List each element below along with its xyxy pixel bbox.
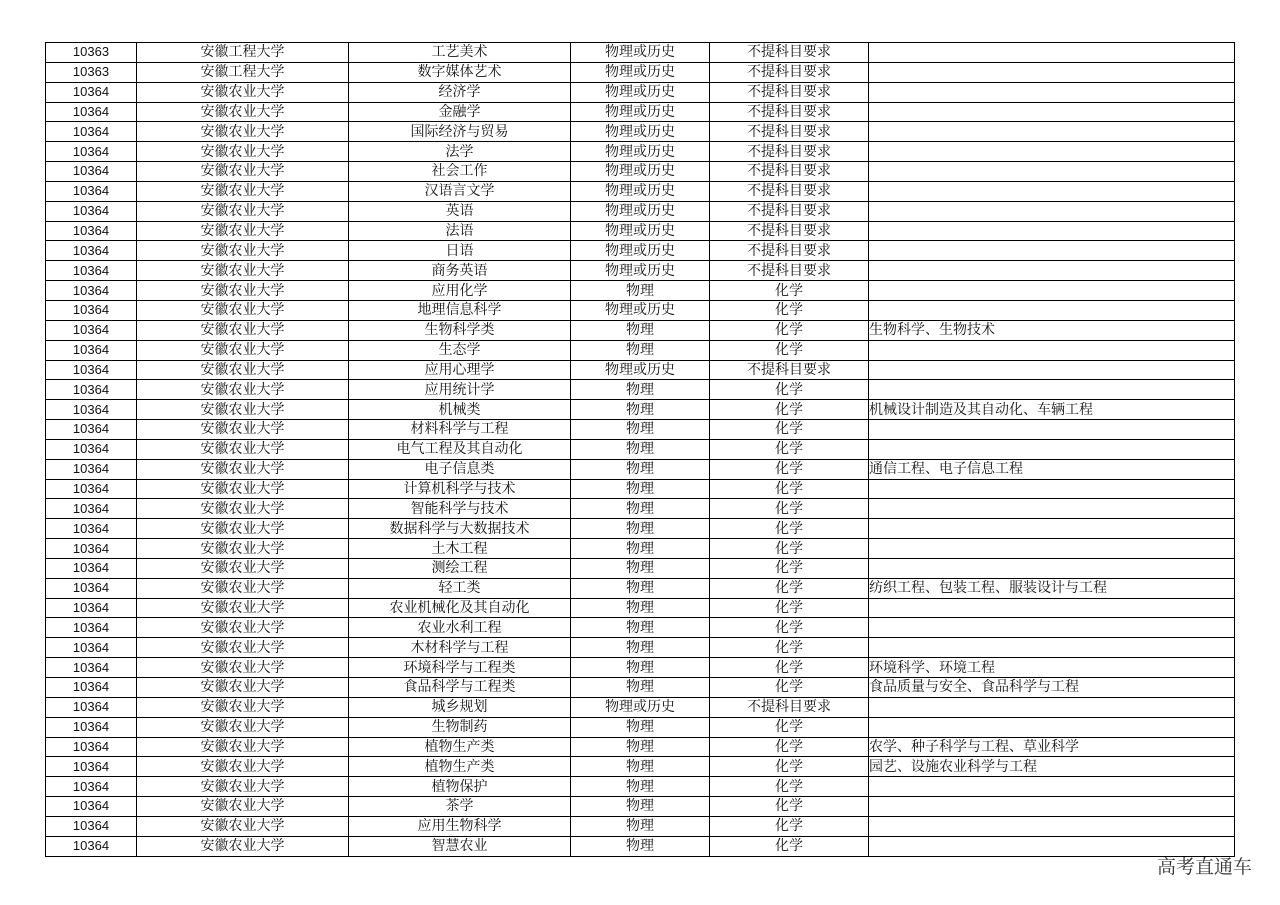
major-name-cell: 法语 bbox=[349, 221, 571, 241]
school-name-cell: 安徽农业大学 bbox=[137, 717, 349, 737]
school-code-cell: 10363 bbox=[46, 43, 137, 63]
first-subject-cell: 物理 bbox=[571, 638, 710, 658]
school-code-cell: 10364 bbox=[46, 618, 137, 638]
included-majors-cell bbox=[869, 499, 1235, 519]
major-name-cell: 城乡规划 bbox=[349, 697, 571, 717]
first-subject-cell: 物理 bbox=[571, 519, 710, 539]
school-code-cell: 10363 bbox=[46, 62, 137, 82]
table-row bbox=[46, 717, 1235, 737]
school-name-cell: 安徽农业大学 bbox=[137, 380, 349, 400]
school-name-cell: 安徽农业大学 bbox=[137, 261, 349, 281]
major-name-cell: 应用化学 bbox=[349, 281, 571, 301]
included-majors-cell bbox=[869, 122, 1235, 142]
included-majors-cell bbox=[869, 618, 1235, 638]
included-majors-cell: 食品质量与安全、食品科学与工程 bbox=[869, 678, 1235, 698]
school-code-cell: 10364 bbox=[46, 717, 137, 737]
school-code-cell: 10364 bbox=[46, 400, 137, 420]
included-majors-cell bbox=[869, 62, 1235, 82]
school-code-cell: 10364 bbox=[46, 737, 137, 757]
first-subject-cell: 物理 bbox=[571, 618, 710, 638]
first-subject-cell: 物理 bbox=[571, 777, 710, 797]
major-name-cell: 植物保护 bbox=[349, 777, 571, 797]
included-majors-cell bbox=[869, 261, 1235, 281]
table-row bbox=[46, 797, 1235, 817]
major-name-cell: 食品科学与工程类 bbox=[349, 678, 571, 698]
major-name-cell: 计算机科学与技术 bbox=[349, 479, 571, 499]
first-subject-cell: 物理 bbox=[571, 816, 710, 836]
first-subject-cell: 物理 bbox=[571, 281, 710, 301]
included-majors-cell bbox=[869, 221, 1235, 241]
major-name-cell: 土木工程 bbox=[349, 539, 571, 559]
table-row bbox=[46, 578, 1235, 598]
table-row bbox=[46, 618, 1235, 638]
school-code-cell: 10364 bbox=[46, 697, 137, 717]
first-subject-cell: 物理或历史 bbox=[571, 181, 710, 201]
first-subject-cell: 物理 bbox=[571, 578, 710, 598]
school-code-cell: 10364 bbox=[46, 519, 137, 539]
first-subject-cell: 物理 bbox=[571, 499, 710, 519]
school-code-cell: 10364 bbox=[46, 439, 137, 459]
school-code-cell: 10364 bbox=[46, 201, 137, 221]
table-row bbox=[46, 479, 1235, 499]
second-subject-cell: 不提科目要求 bbox=[710, 241, 869, 261]
first-subject-cell: 物理 bbox=[571, 836, 710, 856]
major-name-cell: 植物生产类 bbox=[349, 757, 571, 777]
school-code-cell: 10364 bbox=[46, 459, 137, 479]
school-name-cell: 安徽农业大学 bbox=[137, 181, 349, 201]
included-majors-cell bbox=[869, 539, 1235, 559]
second-subject-cell: 不提科目要求 bbox=[710, 201, 869, 221]
second-subject-cell: 不提科目要求 bbox=[710, 142, 869, 162]
first-subject-cell: 物理 bbox=[571, 797, 710, 817]
included-majors-cell: 通信工程、电子信息工程 bbox=[869, 459, 1235, 479]
table-row bbox=[46, 638, 1235, 658]
second-subject-cell: 化学 bbox=[710, 499, 869, 519]
major-name-cell: 工艺美术 bbox=[349, 43, 571, 63]
major-name-cell: 数据科学与大数据技术 bbox=[349, 519, 571, 539]
first-subject-cell: 物理 bbox=[571, 598, 710, 618]
second-subject-cell: 不提科目要求 bbox=[710, 43, 869, 63]
school-name-cell: 安徽农业大学 bbox=[137, 638, 349, 658]
first-subject-cell: 物理或历史 bbox=[571, 201, 710, 221]
school-code-cell: 10364 bbox=[46, 102, 137, 122]
second-subject-cell: 化学 bbox=[710, 638, 869, 658]
second-subject-cell: 化学 bbox=[710, 519, 869, 539]
school-name-cell: 安徽农业大学 bbox=[137, 499, 349, 519]
included-majors-cell bbox=[869, 598, 1235, 618]
school-code-cell: 10364 bbox=[46, 320, 137, 340]
school-name-cell: 安徽农业大学 bbox=[137, 757, 349, 777]
first-subject-cell: 物理或历史 bbox=[571, 360, 710, 380]
first-subject-cell: 物理 bbox=[571, 479, 710, 499]
second-subject-cell: 化学 bbox=[710, 816, 869, 836]
major-name-cell: 智能科学与技术 bbox=[349, 499, 571, 519]
included-majors-cell bbox=[869, 638, 1235, 658]
school-name-cell: 安徽农业大学 bbox=[137, 340, 349, 360]
school-code-cell: 10364 bbox=[46, 578, 137, 598]
school-code-cell: 10364 bbox=[46, 816, 137, 836]
included-majors-cell: 纺织工程、包装工程、服装设计与工程 bbox=[869, 578, 1235, 598]
included-majors-cell bbox=[869, 816, 1235, 836]
included-majors-cell bbox=[869, 519, 1235, 539]
major-name-cell: 应用生物科学 bbox=[349, 816, 571, 836]
major-name-cell: 机械类 bbox=[349, 400, 571, 420]
school-code-cell: 10364 bbox=[46, 638, 137, 658]
first-subject-cell: 物理或历史 bbox=[571, 241, 710, 261]
included-majors-cell bbox=[869, 201, 1235, 221]
school-name-cell: 安徽农业大学 bbox=[137, 519, 349, 539]
school-name-cell: 安徽农业大学 bbox=[137, 618, 349, 638]
school-name-cell: 安徽农业大学 bbox=[137, 479, 349, 499]
school-code-cell: 10364 bbox=[46, 82, 137, 102]
school-code-cell: 10364 bbox=[46, 797, 137, 817]
school-code-cell: 10364 bbox=[46, 598, 137, 618]
school-code-cell: 10364 bbox=[46, 499, 137, 519]
included-majors-cell bbox=[869, 102, 1235, 122]
major-name-cell: 金融学 bbox=[349, 102, 571, 122]
included-majors-cell bbox=[869, 777, 1235, 797]
first-subject-cell: 物理 bbox=[571, 320, 710, 340]
school-name-cell: 安徽农业大学 bbox=[137, 459, 349, 479]
table-row bbox=[46, 558, 1235, 578]
table-row bbox=[46, 420, 1235, 440]
school-code-cell: 10364 bbox=[46, 300, 137, 320]
second-subject-cell: 化学 bbox=[710, 558, 869, 578]
second-subject-cell: 化学 bbox=[710, 578, 869, 598]
first-subject-cell: 物理 bbox=[571, 340, 710, 360]
table-row bbox=[46, 201, 1235, 221]
school-name-cell: 安徽农业大学 bbox=[137, 400, 349, 420]
school-name-cell: 安徽农业大学 bbox=[137, 241, 349, 261]
school-code-cell: 10364 bbox=[46, 380, 137, 400]
major-name-cell: 应用心理学 bbox=[349, 360, 571, 380]
included-majors-cell: 机械设计制造及其自动化、车辆工程 bbox=[869, 400, 1235, 420]
included-majors-cell bbox=[869, 142, 1235, 162]
table-row bbox=[46, 181, 1235, 201]
included-majors-cell bbox=[869, 340, 1235, 360]
first-subject-cell: 物理或历史 bbox=[571, 62, 710, 82]
second-subject-cell: 化学 bbox=[710, 400, 869, 420]
school-code-cell: 10364 bbox=[46, 479, 137, 499]
included-majors-cell bbox=[869, 717, 1235, 737]
second-subject-cell: 不提科目要求 bbox=[710, 360, 869, 380]
table-row bbox=[46, 380, 1235, 400]
school-name-cell: 安徽工程大学 bbox=[137, 43, 349, 63]
first-subject-cell: 物理 bbox=[571, 658, 710, 678]
school-code-cell: 10364 bbox=[46, 420, 137, 440]
school-code-cell: 10364 bbox=[46, 539, 137, 559]
table-row bbox=[46, 162, 1235, 182]
first-subject-cell: 物理 bbox=[571, 558, 710, 578]
second-subject-cell: 不提科目要求 bbox=[710, 62, 869, 82]
major-name-cell: 经济学 bbox=[349, 82, 571, 102]
table-row bbox=[46, 122, 1235, 142]
school-name-cell: 安徽农业大学 bbox=[137, 281, 349, 301]
included-majors-cell: 农学、种子科学与工程、草业科学 bbox=[869, 737, 1235, 757]
major-name-cell: 电子信息类 bbox=[349, 459, 571, 479]
first-subject-cell: 物理 bbox=[571, 420, 710, 440]
first-subject-cell: 物理 bbox=[571, 439, 710, 459]
school-name-cell: 安徽农业大学 bbox=[137, 102, 349, 122]
table-row bbox=[46, 757, 1235, 777]
school-code-cell: 10364 bbox=[46, 360, 137, 380]
first-subject-cell: 物理或历史 bbox=[571, 697, 710, 717]
table-row bbox=[46, 360, 1235, 380]
school-code-cell: 10364 bbox=[46, 658, 137, 678]
second-subject-cell: 不提科目要求 bbox=[710, 181, 869, 201]
included-majors-cell bbox=[869, 241, 1235, 261]
school-name-cell: 安徽农业大学 bbox=[137, 678, 349, 698]
table-row bbox=[46, 519, 1235, 539]
school-name-cell: 安徽农业大学 bbox=[137, 320, 349, 340]
included-majors-cell bbox=[869, 43, 1235, 63]
first-subject-cell: 物理或历史 bbox=[571, 162, 710, 182]
school-name-cell: 安徽农业大学 bbox=[137, 737, 349, 757]
major-name-cell: 材料科学与工程 bbox=[349, 420, 571, 440]
table-row bbox=[46, 836, 1235, 856]
included-majors-cell: 园艺、设施农业科学与工程 bbox=[869, 757, 1235, 777]
table-row bbox=[46, 400, 1235, 420]
school-code-cell: 10364 bbox=[46, 757, 137, 777]
school-name-cell: 安徽农业大学 bbox=[137, 797, 349, 817]
major-name-cell: 环境科学与工程类 bbox=[349, 658, 571, 678]
school-code-cell: 10364 bbox=[46, 836, 137, 856]
first-subject-cell: 物理 bbox=[571, 678, 710, 698]
school-name-cell: 安徽农业大学 bbox=[137, 439, 349, 459]
included-majors-cell bbox=[869, 420, 1235, 440]
watermark-text: 高考直通车 bbox=[1156, 856, 1252, 878]
school-code-cell: 10364 bbox=[46, 281, 137, 301]
included-majors-cell bbox=[869, 697, 1235, 717]
school-name-cell: 安徽农业大学 bbox=[137, 598, 349, 618]
table-row bbox=[46, 43, 1235, 63]
first-subject-cell: 物理或历史 bbox=[571, 82, 710, 102]
second-subject-cell: 化学 bbox=[710, 320, 869, 340]
school-name-cell: 安徽农业大学 bbox=[137, 777, 349, 797]
second-subject-cell: 化学 bbox=[710, 420, 869, 440]
major-name-cell: 轻工类 bbox=[349, 578, 571, 598]
table-row bbox=[46, 300, 1235, 320]
table-row bbox=[46, 320, 1235, 340]
first-subject-cell: 物理 bbox=[571, 400, 710, 420]
second-subject-cell: 化学 bbox=[710, 300, 869, 320]
first-subject-cell: 物理 bbox=[571, 459, 710, 479]
school-code-cell: 10364 bbox=[46, 558, 137, 578]
table-row bbox=[46, 816, 1235, 836]
table-row bbox=[46, 102, 1235, 122]
major-name-cell: 植物生产类 bbox=[349, 737, 571, 757]
major-name-cell: 农业机械化及其自动化 bbox=[349, 598, 571, 618]
table-row bbox=[46, 658, 1235, 678]
table-row bbox=[46, 340, 1235, 360]
included-majors-cell bbox=[869, 558, 1235, 578]
school-name-cell: 安徽农业大学 bbox=[137, 82, 349, 102]
first-subject-cell: 物理 bbox=[571, 757, 710, 777]
second-subject-cell: 化学 bbox=[710, 757, 869, 777]
included-majors-cell bbox=[869, 360, 1235, 380]
school-code-cell: 10364 bbox=[46, 777, 137, 797]
table-row bbox=[46, 261, 1235, 281]
major-name-cell: 汉语言文学 bbox=[349, 181, 571, 201]
included-majors-cell bbox=[869, 479, 1235, 499]
school-code-cell: 10364 bbox=[46, 221, 137, 241]
school-name-cell: 安徽农业大学 bbox=[137, 578, 349, 598]
included-majors-cell bbox=[869, 82, 1235, 102]
table-row bbox=[46, 241, 1235, 261]
included-majors-cell bbox=[869, 162, 1235, 182]
major-name-cell: 智慧农业 bbox=[349, 836, 571, 856]
included-majors-cell bbox=[869, 300, 1235, 320]
second-subject-cell: 化学 bbox=[710, 281, 869, 301]
second-subject-cell: 不提科目要求 bbox=[710, 162, 869, 182]
major-name-cell: 木材科学与工程 bbox=[349, 638, 571, 658]
school-name-cell: 安徽农业大学 bbox=[137, 836, 349, 856]
second-subject-cell: 化学 bbox=[710, 479, 869, 499]
school-name-cell: 安徽工程大学 bbox=[137, 62, 349, 82]
school-code-cell: 10364 bbox=[46, 122, 137, 142]
second-subject-cell: 化学 bbox=[710, 678, 869, 698]
major-name-cell: 测绘工程 bbox=[349, 558, 571, 578]
school-code-cell: 10364 bbox=[46, 142, 137, 162]
school-name-cell: 安徽农业大学 bbox=[137, 558, 349, 578]
major-name-cell: 生态学 bbox=[349, 340, 571, 360]
first-subject-cell: 物理 bbox=[571, 737, 710, 757]
first-subject-cell: 物理或历史 bbox=[571, 300, 710, 320]
school-code-cell: 10364 bbox=[46, 162, 137, 182]
table-row bbox=[46, 499, 1235, 519]
major-name-cell: 电气工程及其自动化 bbox=[349, 439, 571, 459]
table-row bbox=[46, 678, 1235, 698]
table-row bbox=[46, 539, 1235, 559]
second-subject-cell: 化学 bbox=[710, 380, 869, 400]
first-subject-cell: 物理或历史 bbox=[571, 122, 710, 142]
major-name-cell: 生物科学类 bbox=[349, 320, 571, 340]
first-subject-cell: 物理或历史 bbox=[571, 43, 710, 63]
first-subject-cell: 物理或历史 bbox=[571, 221, 710, 241]
school-name-cell: 安徽农业大学 bbox=[137, 300, 349, 320]
school-name-cell: 安徽农业大学 bbox=[137, 816, 349, 836]
table-row bbox=[46, 737, 1235, 757]
major-name-cell: 商务英语 bbox=[349, 261, 571, 281]
school-name-cell: 安徽农业大学 bbox=[137, 122, 349, 142]
table-row bbox=[46, 459, 1235, 479]
included-majors-cell bbox=[869, 439, 1235, 459]
school-name-cell: 安徽农业大学 bbox=[137, 420, 349, 440]
table-row bbox=[46, 598, 1235, 618]
first-subject-cell: 物理或历史 bbox=[571, 142, 710, 162]
second-subject-cell: 化学 bbox=[710, 439, 869, 459]
second-subject-cell: 化学 bbox=[710, 658, 869, 678]
table-row bbox=[46, 697, 1235, 717]
major-name-cell: 应用统计学 bbox=[349, 380, 571, 400]
major-name-cell: 地理信息科学 bbox=[349, 300, 571, 320]
second-subject-cell: 化学 bbox=[710, 340, 869, 360]
major-name-cell: 数字媒体艺术 bbox=[349, 62, 571, 82]
school-name-cell: 安徽农业大学 bbox=[137, 162, 349, 182]
first-subject-cell: 物理或历史 bbox=[571, 261, 710, 281]
second-subject-cell: 化学 bbox=[710, 717, 869, 737]
included-majors-cell: 生物科学、生物技术 bbox=[869, 320, 1235, 340]
table-row bbox=[46, 221, 1235, 241]
first-subject-cell: 物理 bbox=[571, 380, 710, 400]
first-subject-cell: 物理或历史 bbox=[571, 102, 710, 122]
second-subject-cell: 化学 bbox=[710, 797, 869, 817]
table-row bbox=[46, 82, 1235, 102]
second-subject-cell: 不提科目要求 bbox=[710, 697, 869, 717]
included-majors-cell bbox=[869, 281, 1235, 301]
second-subject-cell: 不提科目要求 bbox=[710, 122, 869, 142]
school-name-cell: 安徽农业大学 bbox=[137, 201, 349, 221]
second-subject-cell: 不提科目要求 bbox=[710, 82, 869, 102]
major-name-cell: 法学 bbox=[349, 142, 571, 162]
school-code-cell: 10364 bbox=[46, 181, 137, 201]
school-name-cell: 安徽农业大学 bbox=[137, 142, 349, 162]
first-subject-cell: 物理 bbox=[571, 539, 710, 559]
second-subject-cell: 化学 bbox=[710, 598, 869, 618]
major-name-cell: 社会工作 bbox=[349, 162, 571, 182]
second-subject-cell: 化学 bbox=[710, 618, 869, 638]
second-subject-cell: 不提科目要求 bbox=[710, 261, 869, 281]
major-name-cell: 国际经济与贸易 bbox=[349, 122, 571, 142]
included-majors-cell bbox=[869, 797, 1235, 817]
second-subject-cell: 化学 bbox=[710, 777, 869, 797]
table-body bbox=[46, 43, 1235, 857]
included-majors-cell: 环境科学、环境工程 bbox=[869, 658, 1235, 678]
included-majors-cell bbox=[869, 181, 1235, 201]
school-name-cell: 安徽农业大学 bbox=[137, 697, 349, 717]
included-majors-cell bbox=[869, 380, 1235, 400]
second-subject-cell: 化学 bbox=[710, 459, 869, 479]
second-subject-cell: 不提科目要求 bbox=[710, 102, 869, 122]
table-row bbox=[46, 777, 1235, 797]
table-row bbox=[46, 62, 1235, 82]
school-code-cell: 10364 bbox=[46, 261, 137, 281]
school-code-cell: 10364 bbox=[46, 241, 137, 261]
major-name-cell: 日语 bbox=[349, 241, 571, 261]
admission-subject-table bbox=[45, 42, 1235, 857]
school-code-cell: 10364 bbox=[46, 340, 137, 360]
second-subject-cell: 不提科目要求 bbox=[710, 221, 869, 241]
first-subject-cell: 物理 bbox=[571, 717, 710, 737]
second-subject-cell: 化学 bbox=[710, 836, 869, 856]
major-name-cell: 农业水利工程 bbox=[349, 618, 571, 638]
school-name-cell: 安徽农业大学 bbox=[137, 539, 349, 559]
school-code-cell: 10364 bbox=[46, 678, 137, 698]
table-row bbox=[46, 439, 1235, 459]
second-subject-cell: 化学 bbox=[710, 539, 869, 559]
second-subject-cell: 化学 bbox=[710, 737, 869, 757]
school-name-cell: 安徽农业大学 bbox=[137, 360, 349, 380]
table-row bbox=[46, 142, 1235, 162]
major-name-cell: 生物制药 bbox=[349, 717, 571, 737]
table-row bbox=[46, 281, 1235, 301]
school-name-cell: 安徽农业大学 bbox=[137, 658, 349, 678]
major-name-cell: 英语 bbox=[349, 201, 571, 221]
school-name-cell: 安徽农业大学 bbox=[137, 221, 349, 241]
major-name-cell: 茶学 bbox=[349, 797, 571, 817]
